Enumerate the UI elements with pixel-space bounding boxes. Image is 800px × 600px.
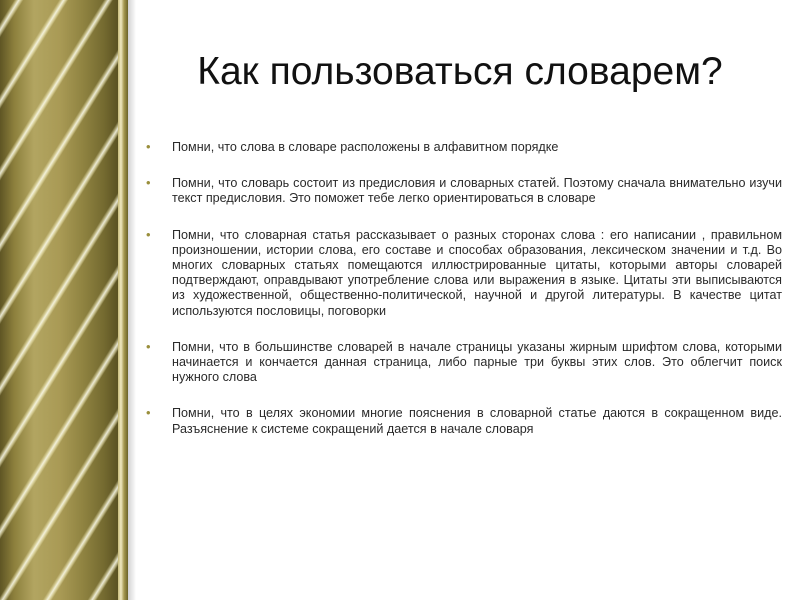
bullet-text: Помни, что в большинстве словарей в начале страницы указаны жирным шрифтом слова, которыми начинается и кончается данная страница, либо парные три буквы этих слов. Это облегчит поиск нужного слова <box>172 339 782 385</box>
decorative-border-shadow <box>128 0 136 600</box>
bullet-text: Помни, что в целях экономии многие пояснения в словарной статье даются в сокращенном виде. Разъяснение к системе сокращений дается в начале словаря <box>172 406 782 436</box>
bullet-list <box>146 140 782 458</box>
bullet-item <box>146 406 782 436</box>
bullet-dot-icon: • <box>146 405 151 421</box>
bullet-dot-icon: • <box>146 139 151 154</box>
bullet-item <box>146 340 782 386</box>
bullet-item <box>146 140 782 155</box>
bullet-item <box>146 176 782 206</box>
bullet-text: Помни, что словарь состоит из предисловия и словарных статей. Поэтому сначала внимательно изучи текст предисловия. Это поможет тебе легко ориентироваться в словаре <box>172 176 782 206</box>
decorative-gold-border <box>0 0 118 600</box>
bullet-item <box>146 228 782 319</box>
bullet-dot-icon: • <box>146 338 151 354</box>
bullet-text: Помни, что слова в словаре расположены в алфавитном порядке <box>172 140 559 154</box>
bullet-dot-icon: • <box>146 226 151 242</box>
bullet-dot-icon: • <box>146 175 151 191</box>
slide-title: Как пользоваться словарем? <box>197 50 723 93</box>
bullet-text: Помни, что словарная статья рассказывает о разных сторонах слова : его написании , правильном произношении, истории слова, его составе и способах образования, лексическом значении и т.д. Во многих словарных статьях помещаются иллюстрированные цитаты, которыми авторы словарей подтверждают, оправдывают употребление слова или выражения в языке. Цитаты эти выписываются из художественной, общественно-политической, научной и другой литературы. В качестве цитат используются пословицы, поговорки <box>172 227 782 318</box>
decorative-gold-edge <box>118 0 128 600</box>
